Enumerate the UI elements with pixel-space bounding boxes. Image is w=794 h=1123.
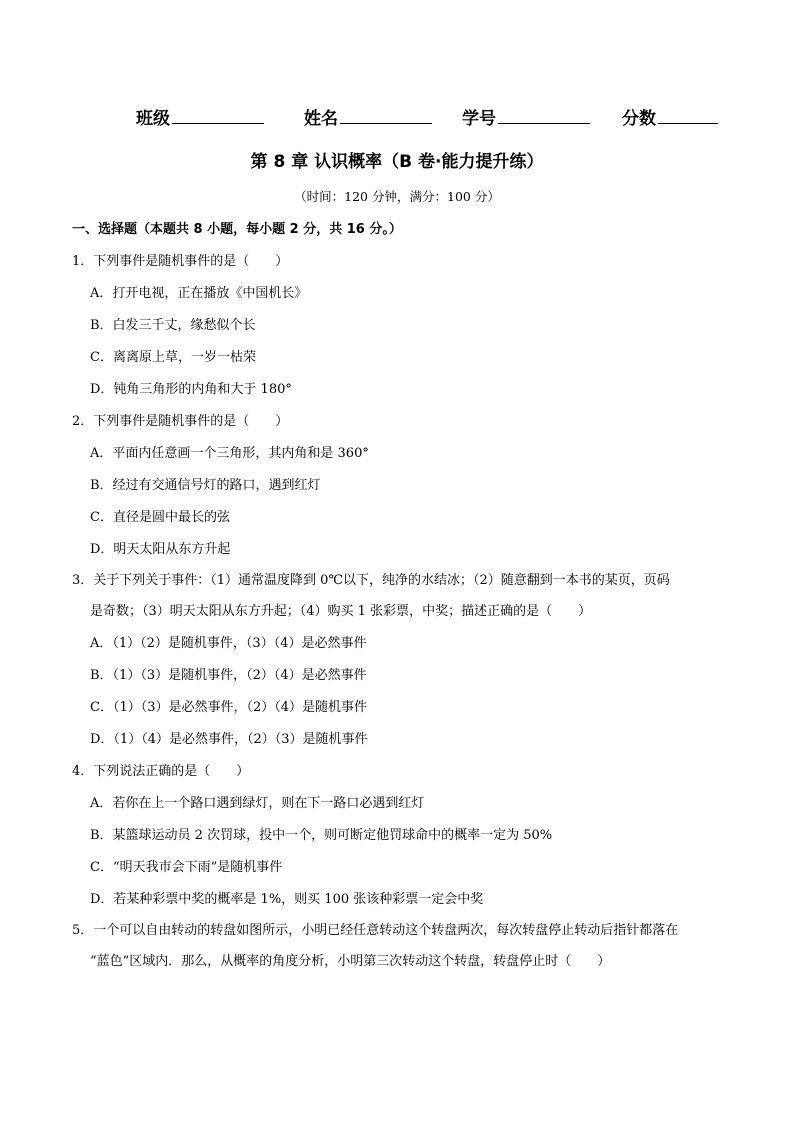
question-4-option-c: C．“明天我市会下雨”是随机事件 bbox=[90, 860, 283, 875]
question-3-option-b: B．（1）（3）是随机事件，（2）（4）是必然事件 bbox=[90, 668, 367, 683]
id-label: 学号 bbox=[462, 109, 496, 129]
class-field bbox=[136, 104, 264, 129]
class-blank bbox=[172, 105, 264, 124]
question-3-option-d: D．（1）（4）是必然事件，（2）（3）是随机事件 bbox=[90, 732, 368, 747]
question-3-option-c: C．（1）（3）是必然事件，（2）（4）是随机事件 bbox=[90, 700, 368, 715]
question-5-continuation: “蓝色”区域内．那么，从概率的角度分析，小明第三次转动这个转盘，转盘停止时（ ） bbox=[90, 954, 611, 969]
question-3-option-a: A．（1）（2）是随机事件，（3）（4）是必然事件 bbox=[90, 636, 367, 651]
question-2-option-b: B．经过有交通信号灯的路口，遇到红灯 bbox=[90, 478, 321, 493]
question-1-option-c: C．离离原上草，一岁一枯荣 bbox=[90, 350, 256, 365]
question-4: 4．下列说法正确的是（ ） bbox=[72, 764, 250, 779]
question-4-option-b: B．某篮球运动员 2 次罚球，投中一个，则可断定他罚球命中的概率一定为 50% bbox=[90, 828, 553, 843]
question-1: 1．下列事件是随机事件的是（ ） bbox=[72, 254, 289, 269]
question-1-option-a: A．打开电视，正在播放《中国机长》 bbox=[90, 286, 308, 301]
question-2-option-d: D．明天太阳从东方升起 bbox=[90, 542, 231, 557]
score-blank bbox=[658, 105, 718, 124]
id-field bbox=[462, 104, 590, 129]
question-3: 3．关于下列关于事件：（1）通常温度降到 0℃以下，纯净的水结冰；（2）随意翻到一本书的某页，页码 bbox=[72, 573, 670, 588]
question-2-option-a: A．平面内任意画一个三角形，其内角和是 360° bbox=[90, 446, 369, 461]
question-4-option-d: D．若某种彩票中奖的概率是 1%，则买 100 张该种彩票一定会中奖 bbox=[90, 892, 484, 907]
page-subtitle: （时间：120 分钟，满分：100 分） bbox=[294, 189, 500, 204]
question-3-continuation: 是奇数；（3）明天太阳从东方升起；（4）购买 1 张彩票，中奖；描述正确的是（ ） bbox=[90, 604, 592, 619]
name-field bbox=[304, 104, 432, 129]
question-1-option-b: B．白发三千丈，缘愁似个长 bbox=[90, 318, 256, 333]
question-2-option-c: C．直径是圆中最长的弦 bbox=[90, 510, 230, 525]
question-2: 2．下列事件是随机事件的是（ ） bbox=[72, 414, 289, 429]
question-1-option-d: D．钝角三角形的内角和大于 180° bbox=[90, 382, 292, 397]
class-label: 班级 bbox=[136, 109, 170, 129]
name-label: 姓名 bbox=[304, 109, 338, 129]
id-blank bbox=[498, 105, 590, 124]
score-label: 分数 bbox=[622, 109, 656, 129]
question-4-option-a: A．若你在上一个路口遇到绿灯，则在下一路口必遇到红灯 bbox=[90, 796, 425, 811]
student-info-header bbox=[136, 104, 736, 130]
question-5: 5．一个可以自由转动的转盘如图所示，小明已经任意转动这个转盘两次，每次转盘停止转动后指针都落在 bbox=[72, 923, 679, 938]
score-field bbox=[622, 104, 718, 129]
section-heading: 一、选择题（本题共 8 小题，每小题 2 分，共 16 分。） bbox=[72, 222, 402, 237]
name-blank bbox=[340, 105, 432, 124]
page-title: 第 8 章 认识概率（B 卷·能力提升练） bbox=[250, 152, 544, 172]
